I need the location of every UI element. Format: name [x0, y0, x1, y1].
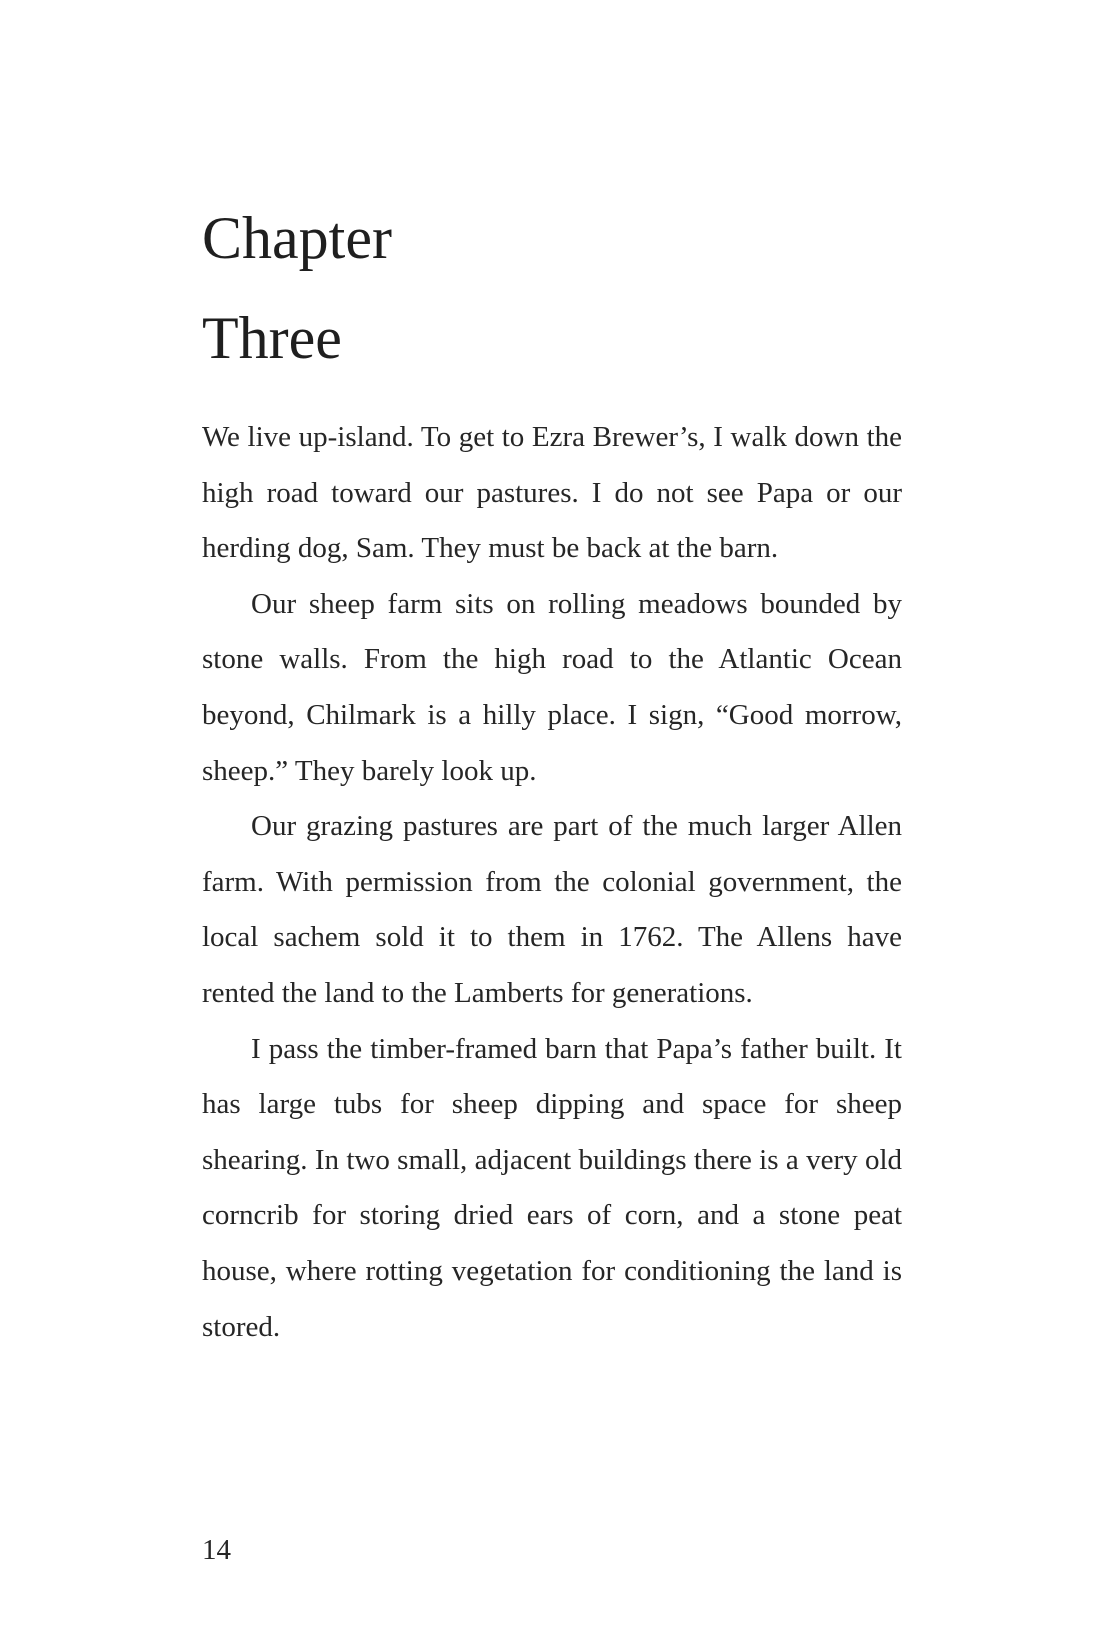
chapter-title-line-1: Chapter [202, 205, 392, 271]
paragraph-1: We live up-island. To get to Ezra Brewer’s, I walk down the high road toward our pastures. I do not see Papa or our herding dog, Sam. They must be back at the barn. [202, 421, 902, 565]
paragraph-3: Our grazing pastures are part of the much larger Allen farm. With permission from the colonial government, the local sachem sold it to them in 1762. The Allens have rented the land to the Lamberts for generations. [202, 810, 902, 1009]
chapter-body [202, 410, 902, 1355]
chapter-title [202, 188, 392, 388]
paragraph-4: I pass the timber-framed barn that Papa’s father built. It has large tubs for sheep dipping and space for sheep shearing. In two small, adjacent buildings there is a very old corncrib for storing dried ears of corn, and a stone peat house, where rotting vegetation for conditioning the land is stored. [202, 1032, 902, 1343]
page-number: 14 [202, 1534, 231, 1566]
paragraph-2: Our sheep farm sits on rolling meadows bounded by stone walls. From the high road to the Atlantic Ocean beyond, Chilmark is a hilly place. I sign, “Good morrow, sheep.” They barely look up. [202, 587, 902, 787]
chapter-title-line-2: Three [202, 305, 342, 371]
